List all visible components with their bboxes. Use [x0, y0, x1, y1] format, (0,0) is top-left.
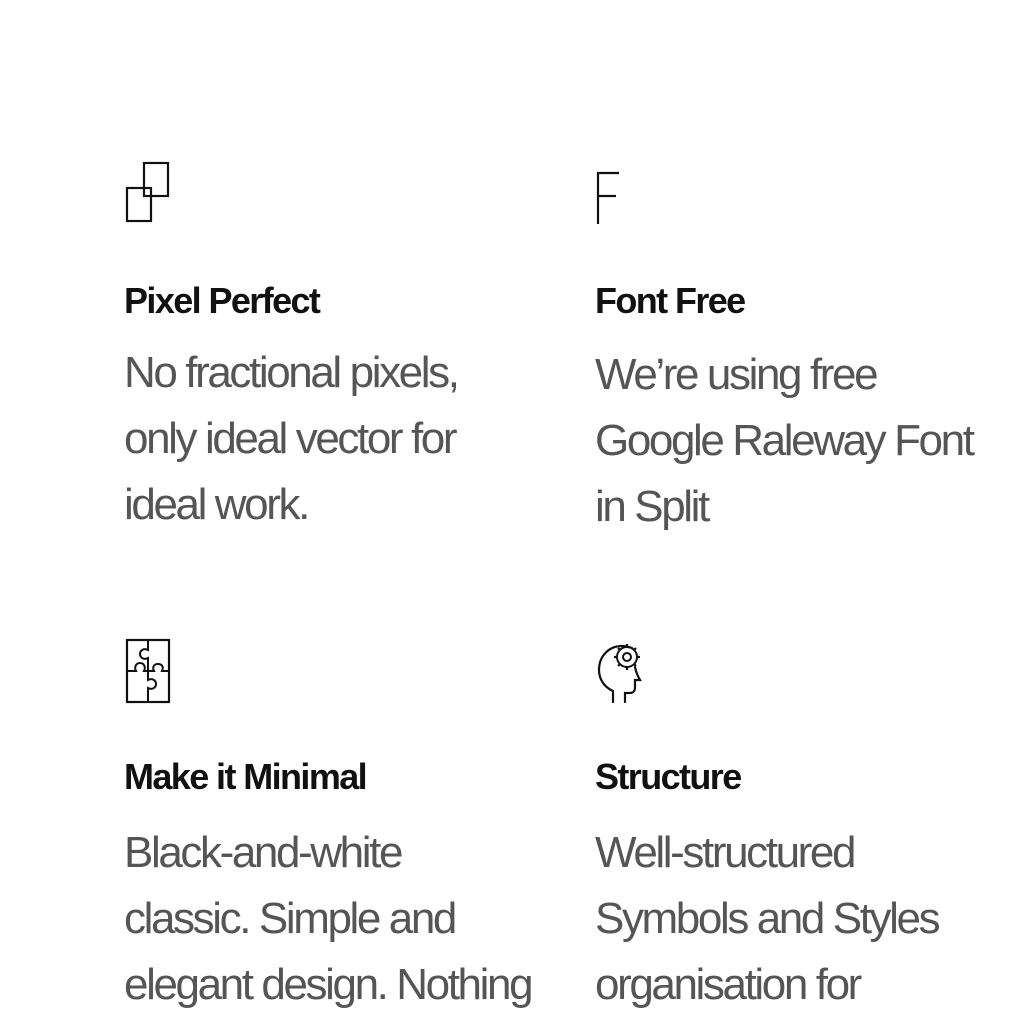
description-line: ideal work.: [124, 480, 308, 529]
feature-structure: [595, 636, 995, 1024]
description-line: Well-structured: [595, 828, 855, 877]
description-line: elegant design. Nothing: [124, 960, 532, 1009]
feature-title: Pixel Perfect: [124, 280, 320, 321]
feature-description: [595, 820, 938, 1018]
description-line: classic. Simple and: [124, 894, 455, 943]
feature-pixel-perfect: [124, 160, 524, 540]
description-line: Symbols and Styles: [595, 894, 939, 943]
overlapping-squares-icon: [124, 160, 172, 224]
description-line: in Split: [595, 482, 708, 531]
description-line: Google Raleway Font: [595, 416, 973, 465]
puzzle-icon: [124, 636, 172, 700]
feature-title: Make it Minimal: [124, 756, 367, 797]
feature-description: [595, 342, 973, 540]
letter-f-icon: [595, 160, 643, 224]
description-line: Black-and-white: [124, 828, 402, 877]
feature-description: [124, 340, 458, 538]
description-line: No fractional pixels,: [124, 348, 458, 397]
description-line: organisation for: [595, 960, 860, 1009]
feature-make-it-minimal: [124, 636, 532, 1024]
head-gear-icon: [595, 636, 643, 700]
description-line: only ideal vector for: [124, 414, 456, 463]
feature-title: Structure: [595, 756, 741, 797]
feature-title: Font Free: [595, 280, 745, 321]
feature-description: [124, 820, 531, 1018]
feature-font-free: [595, 160, 995, 540]
description-line: We’re using free: [595, 350, 877, 399]
